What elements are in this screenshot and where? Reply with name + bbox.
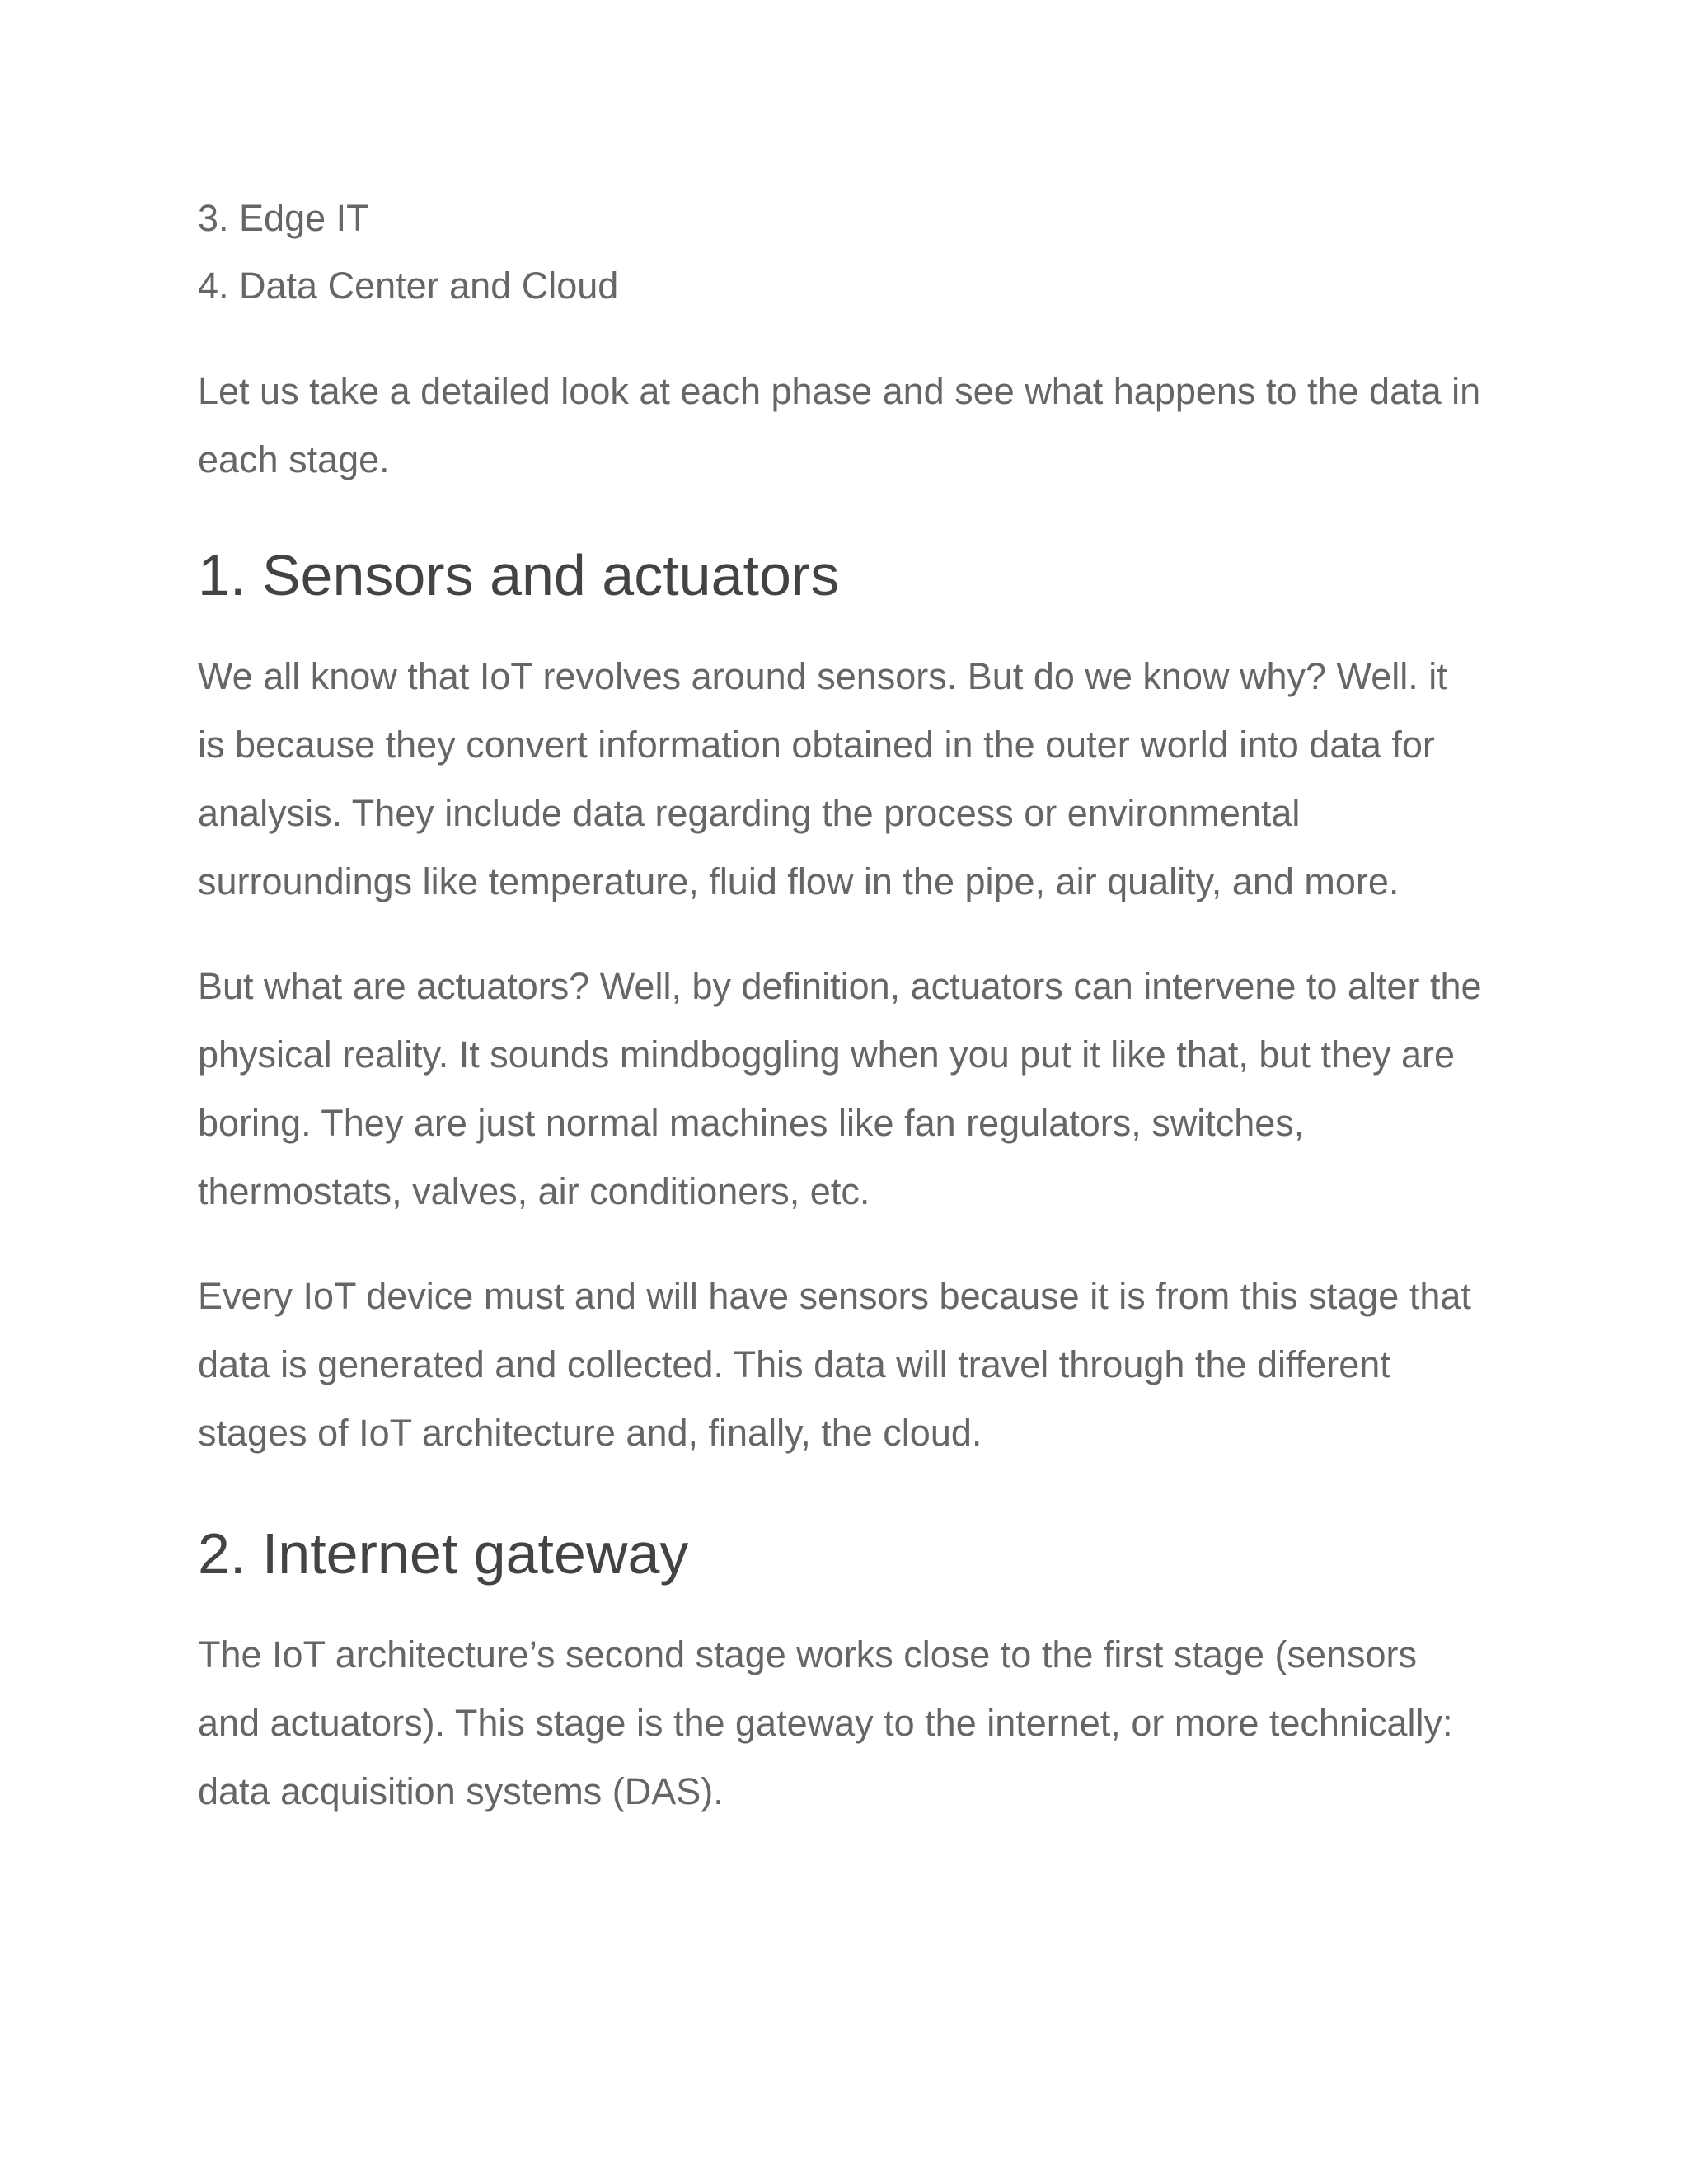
text-line: each stage. [198, 438, 390, 480]
text-line: Every IoT device must and will have sensors because it is from this stage that [198, 1275, 1471, 1317]
text-line: boring. They are just normal machines like fan regulators, switches, [198, 1102, 1305, 1144]
text-line: and actuators). This stage is the gateway to the internet, or more technically: [198, 1702, 1453, 1744]
intro-paragraph [198, 357, 1517, 494]
text-line: stages of IoT architecture and, finally, the cloud. [198, 1412, 982, 1454]
text-line: Let us take a detailed look at each phase and see what happens to the data in [198, 370, 1481, 412]
text-line: physical reality. It sounds mindboggling when you put it like that, but they are [198, 1033, 1456, 1076]
section-heading-internet-gateway: 2. Internet gateway [198, 1521, 689, 1586]
paragraph-actuators [198, 952, 1517, 1226]
text-line: But what are actuators? Well, by definition, actuators can intervene to alter the [198, 965, 1482, 1007]
text-line: thermostats, valves, air conditioners, etc. [198, 1170, 870, 1212]
list-item-edge-it: 3. Edge IT [198, 197, 369, 239]
text-line: data acquisition systems (DAS). [198, 1770, 724, 1812]
paragraph-sensor-data [198, 1262, 1517, 1467]
text-line: surroundings like temperature, fluid flow in the pipe, air quality, and more. [198, 860, 1400, 902]
section-heading-sensors-actuators: 1. Sensors and actuators [198, 543, 840, 607]
paragraph-sensors [198, 642, 1517, 916]
paragraph-gateway [198, 1620, 1517, 1825]
text-line: analysis. They include data regarding the process or environmental [198, 792, 1301, 834]
text-line: data is generated and collected. This data will travel through the different [198, 1343, 1390, 1385]
list-item-data-center-cloud: 4. Data Center and Cloud [198, 265, 619, 307]
text-line: is because they convert information obtained in the outer world into data for [198, 724, 1435, 766]
text-line: The IoT architecture’s second stage works close to the first stage (sensors [198, 1633, 1418, 1675]
text-line: We all know that IoT revolves around sensors. But do we know why? Well. it [198, 655, 1447, 697]
